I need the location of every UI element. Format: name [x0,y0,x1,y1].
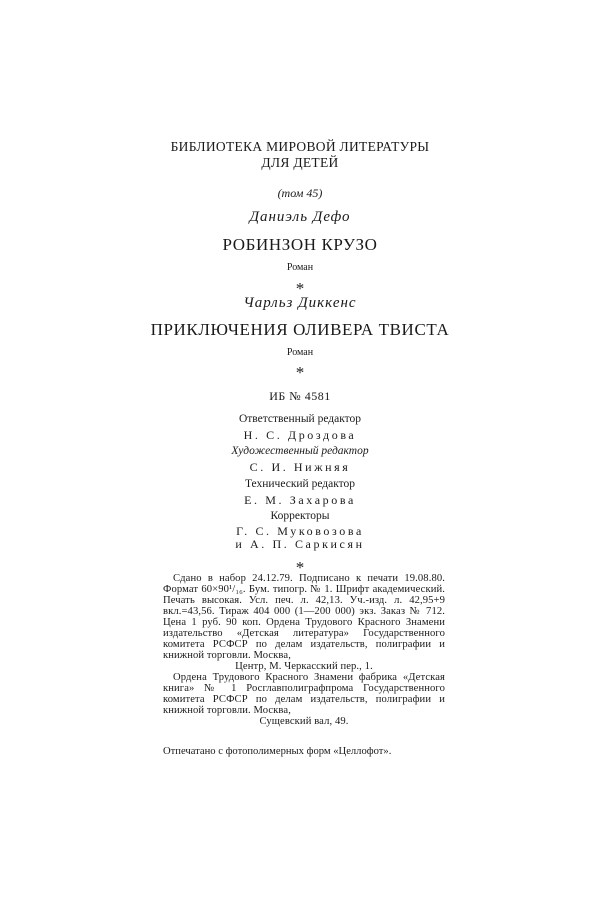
imprint-paragraph-2-end: Сущевский вал, 49. [259,716,349,727]
separator-star-3: * [295,558,305,577]
work2-title: ПРИКЛЮЧЕНИЯ ОЛИВЕРА ТВИСТА [150,320,450,339]
art-editor-name: С. И. Нижняя [249,460,351,474]
editor-name: Н. С. Дроздова [243,428,357,442]
separator-star-2: * [295,363,305,382]
imprint-paragraph-1-end: Центр, М. Черкасский пер., 1. [235,661,373,672]
printed-note: Отпечатано с фотополимерных форм «Целлофот». [163,746,392,757]
proofreader-name-2: и А. П. Саркисян [235,537,365,551]
series-title-line-1: БИБЛИОТЕКА МИРОВОЙ ЛИТЕРАТУРЫ [170,139,430,154]
tech-editor-role: Технический редактор [244,478,356,490]
imprint-paragraph-1: Сдано в набор 24.12.79. Подписано к печати 19.08.80. Формат 60×90¹/₁₆. Бум. типогр. № 1. Шрифт академический. Печать высокая. Усл. печ. л. 42,13. Уч.-изд. л. 42,95+9 вкл.=43,56. Тираж 404 000 (1—200 000) экз. Заказ № 712. Цена 1 руб. 90 коп. Ордена Трудового Красного Знамени издательство «Детская литература» Государственного комитета РСФСР по делам издательств, полиграфии и книжной торговли. Москва, [163,573,445,661]
proofreaders-role: Корректоры [270,510,330,522]
imprint-block [163,573,445,727]
separator-star-1: * [295,279,305,298]
work1-genre: Роман [286,262,314,273]
work1-author: Даниэль Дефо [249,209,351,225]
volume-number: (том 45) [277,186,323,200]
proofreader-name-1: Г. С. Муковозова [236,524,364,538]
imprint-paragraph-2: Ордена Трудового Красного Знамени фабрика «Детская книга» № 1 Росглавполиграфпрома Государственного комитета РСФСР по делам издательств, полиграфии и книжной торговли. Москва, [163,672,445,716]
work2-genre: Роман [286,347,314,358]
work1-title: РОБИНЗОН КРУЗО [222,235,378,254]
ib-number: ИБ № 4581 [269,389,331,403]
art-editor-role: Художественный редактор [231,445,369,457]
editor-role: Ответственный редактор [238,413,362,425]
tech-editor-name: Е. М. Захарова [244,493,356,507]
work2-author: Чарльз Диккенс [243,295,357,311]
series-title-line-2: ДЛЯ ДЕТЕЙ [261,155,339,170]
